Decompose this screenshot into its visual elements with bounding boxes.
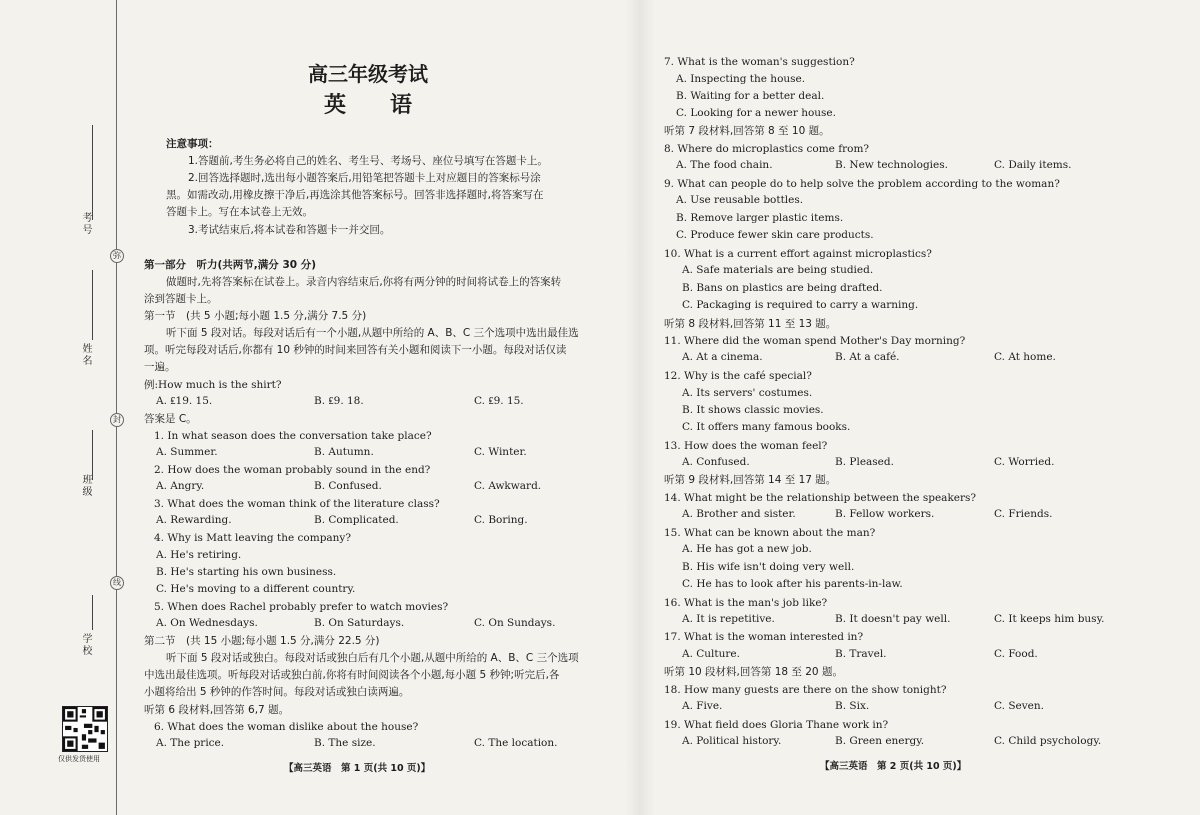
option-5a: A. On Wednesdays. — [156, 617, 258, 629]
option-12a: A. Its servers' costumes. — [682, 387, 813, 399]
option-3b: B. Complicated. — [314, 514, 399, 526]
part1-heading: 第一部分 听力(共两节,满分 30 分) — [144, 259, 317, 271]
option-13a: A. Confused. — [682, 456, 750, 468]
question-5: 5. When does Rachel probably prefer to watch movies? — [154, 601, 449, 613]
section1-intro: 项。听完每段对话后,你都有 10 秒钟的时间来回答有关小题和阅读下一小题。每段对话仅读 — [144, 344, 567, 356]
question-1: 1. In what season does the conversation take place? — [154, 430, 432, 442]
page-footer-2: 【高三英语 第 2 页(共 10 页)】 — [820, 761, 967, 772]
field-kaohao: 考号 — [80, 212, 91, 236]
material-label: 听第 10 段材料,回答第 18 至 20 题。 — [664, 666, 843, 678]
section2-intro: 中选出最佳选项。听每段对话或独白前,你将有时间阅读各个小题,每小题 5 秒钟;听完后,各 — [144, 669, 560, 681]
option-16b: B. It doesn't pay well. — [835, 613, 951, 625]
binding-line — [116, 0, 117, 815]
notice-heading: 注意事项： — [166, 138, 219, 150]
section2-intro: 小题将给出 5 秒钟的作答时间。每段对话或独白读两遍。 — [144, 686, 410, 698]
option-7a: A. Inspecting the house. — [676, 73, 806, 85]
option-1b: B. Autumn. — [314, 446, 374, 458]
part1-intro: 做题时,先将答案标在试卷上。录音内容结束后,你将有两分钟的时间将试卷上的答案转 — [166, 276, 562, 288]
question-19: 19. What field does Gloria Thane work in? — [664, 719, 889, 731]
part1-intro: 涂到答题卡上。 — [144, 293, 218, 305]
section1-intro: 听下面 5 段对话。每段对话后有一个小题,从题中所给的 A、B、C 三个选项中选出最佳选 — [166, 327, 579, 339]
option-11b: B. At a café. — [835, 351, 900, 363]
notice-line: 1.答题前,考生务必将自己的姓名、考生号、考场号、座位号填写在答题卡上。 — [188, 155, 548, 167]
option-16c: C. It keeps him busy. — [994, 613, 1105, 625]
example-option-b: B. ₤9. 18. — [314, 395, 364, 407]
question-11: 11. Where did the woman spend Mother's Day morning? — [664, 335, 966, 347]
example-answer: 答案是 C。 — [144, 413, 197, 425]
section2-intro: 听下面 5 段对话或独白。每段对话或独白后有几个小题,从题中所给的 A、B、C 三个选项 — [166, 652, 579, 664]
option-3c: C. Boring. — [474, 514, 528, 526]
question-12: 12. Why is the café special? — [664, 370, 812, 382]
option-18a: A. Five. — [682, 700, 723, 712]
option-17a: A. Culture. — [682, 648, 740, 660]
page-fold — [625, 0, 655, 815]
option-12c: C. It offers many famous books. — [682, 421, 851, 433]
option-7b: B. Waiting for a better deal. — [676, 90, 825, 102]
section1-intro: 一遍。 — [144, 361, 176, 373]
option-8b: B. New technologies. — [835, 159, 948, 171]
qr-code — [62, 706, 108, 752]
example-option-c: C. ₤9. 15. — [474, 395, 524, 407]
notice-line: 3.考试结束后,将本试卷和答题卡一并交回。 — [188, 224, 391, 236]
field-xingming: 姓名 — [80, 343, 91, 367]
page-footer-1: 【高三英语 第 1 页(共 10 页)】 — [284, 763, 431, 774]
option-9a: A. Use reusable bottles. — [676, 194, 804, 206]
option-10a: A. Safe materials are being studied. — [682, 264, 874, 276]
option-6a: A. The price. — [156, 737, 225, 749]
option-8c: C. Daily items. — [994, 159, 1072, 171]
option-19c: C. Child psychology. — [994, 735, 1102, 747]
option-1a: A. Summer. — [156, 446, 218, 458]
material-label: 听第 6 段材料,回答第 6,7 题。 — [144, 704, 290, 716]
option-11c: C. At home. — [994, 351, 1056, 363]
question-8: 8. Where do microplastics come from? — [664, 143, 870, 155]
question-6: 6. What does the woman dislike about the house? — [154, 721, 419, 733]
option-15c: C. He has to look after his parents-in-law. — [682, 578, 903, 590]
question-3: 3. What does the woman think of the literature class? — [154, 498, 440, 510]
option-4c: C. He's moving to a different country. — [156, 583, 356, 595]
option-9b: B. Remove larger plastic items. — [676, 212, 844, 224]
option-14b: B. Fellow workers. — [835, 508, 935, 520]
exam-subject: 英 语 — [324, 93, 413, 118]
question-13: 13. How does the woman feel? — [664, 440, 828, 452]
question-4: 4. Why is Matt leaving the company? — [154, 532, 351, 544]
option-17c: C. Food. — [994, 648, 1038, 660]
option-16a: A. It is repetitive. — [682, 613, 775, 625]
option-10c: C. Packaging is required to carry a warning. — [682, 299, 919, 311]
example-question: 例:How much is the shirt? — [144, 379, 282, 391]
question-18: 18. How many guests are there on the show tonight? — [664, 684, 947, 696]
option-18b: B. Six. — [835, 700, 870, 712]
field-banji: 班级 — [80, 474, 91, 498]
option-1c: C. Winter. — [474, 446, 527, 458]
option-3a: A. Rewarding. — [156, 514, 232, 526]
option-13c: C. Worried. — [994, 456, 1055, 468]
option-5c: C. On Sundays. — [474, 617, 556, 629]
question-2: 2. How does the woman probably sound in the end? — [154, 464, 431, 476]
qr-note: 仅供发货使用 — [58, 755, 100, 763]
option-12b: B. It shows classic movies. — [682, 404, 824, 416]
option-15a: A. He has got a new job. — [682, 543, 812, 555]
option-18c: C. Seven. — [994, 700, 1044, 712]
option-4a: A. He's retiring. — [156, 549, 242, 561]
option-13b: B. Pleased. — [835, 456, 894, 468]
option-2b: B. Confused. — [314, 480, 382, 492]
notice-line: 2.回答选择题时,选出每小题答案后,用铅笔把答题卡上对应题目的答案标号涂 — [188, 172, 541, 184]
option-7c: C. Looking for a newer house. — [676, 107, 836, 119]
material-label: 听第 8 段材料,回答第 11 至 13 题。 — [664, 318, 837, 330]
option-2c: C. Awkward. — [474, 480, 542, 492]
option-6b: B. The size. — [314, 737, 376, 749]
example-option-a: A. ₤19. 15. — [156, 395, 213, 407]
option-17b: B. Travel. — [835, 648, 887, 660]
seal-mark-mi: 弥 — [110, 249, 124, 263]
question-9: 9. What can people do to help solve the problem according to the woman? — [664, 178, 1060, 190]
question-14: 14. What might be the relationship between the speakers? — [664, 492, 977, 504]
option-10b: B. Bans on plastics are being drafted. — [682, 282, 883, 294]
option-9c: C. Produce fewer skin care products. — [676, 229, 874, 241]
option-15b: B. His wife isn't doing very well. — [682, 561, 855, 573]
binding-margin — [0, 0, 130, 815]
question-16: 16. What is the man's job like? — [664, 597, 828, 609]
question-15: 15. What can be known about the man? — [664, 527, 876, 539]
field-xuexiao: 学校 — [80, 633, 91, 657]
question-17: 17. What is the woman interested in? — [664, 631, 864, 643]
option-6c: C. The location. — [474, 737, 558, 749]
option-4b: B. He's starting his own business. — [156, 566, 337, 578]
option-14c: C. Friends. — [994, 508, 1053, 520]
option-19a: A. Political history. — [682, 735, 782, 747]
notice-line: 黑。如需改动,用橡皮擦干净后,再选涂其他答案标号。回答非选择题时,将答案写在 — [166, 189, 544, 201]
section1-heading: 第一节 (共 5 小题;每小题 1.5 分,满分 7.5 分) — [144, 310, 367, 322]
section2-heading: 第二节 (共 15 小题;每小题 1.5 分,满分 22.5 分) — [144, 635, 380, 647]
option-2a: A. Angry. — [156, 480, 205, 492]
material-label: 听第 7 段材料,回答第 8 至 10 题。 — [664, 125, 830, 137]
option-14a: A. Brother and sister. — [682, 508, 796, 520]
notice-line: 答题卡上。写在本试卷上无效。 — [166, 206, 313, 218]
question-7: 7. What is the woman's suggestion? — [664, 56, 855, 68]
option-19b: B. Green energy. — [835, 735, 925, 747]
material-label: 听第 9 段材料,回答第 14 至 17 题。 — [664, 474, 837, 486]
seal-mark-xian: 线 — [110, 576, 124, 590]
seal-mark-feng: 封 — [110, 413, 124, 427]
exam-title: 高三年级考试 — [308, 62, 428, 86]
option-8a: A. The food chain. — [676, 159, 773, 171]
question-10: 10. What is a current effort against microplastics? — [664, 248, 932, 260]
option-5b: B. On Saturdays. — [314, 617, 405, 629]
option-11a: A. At a cinema. — [682, 351, 763, 363]
